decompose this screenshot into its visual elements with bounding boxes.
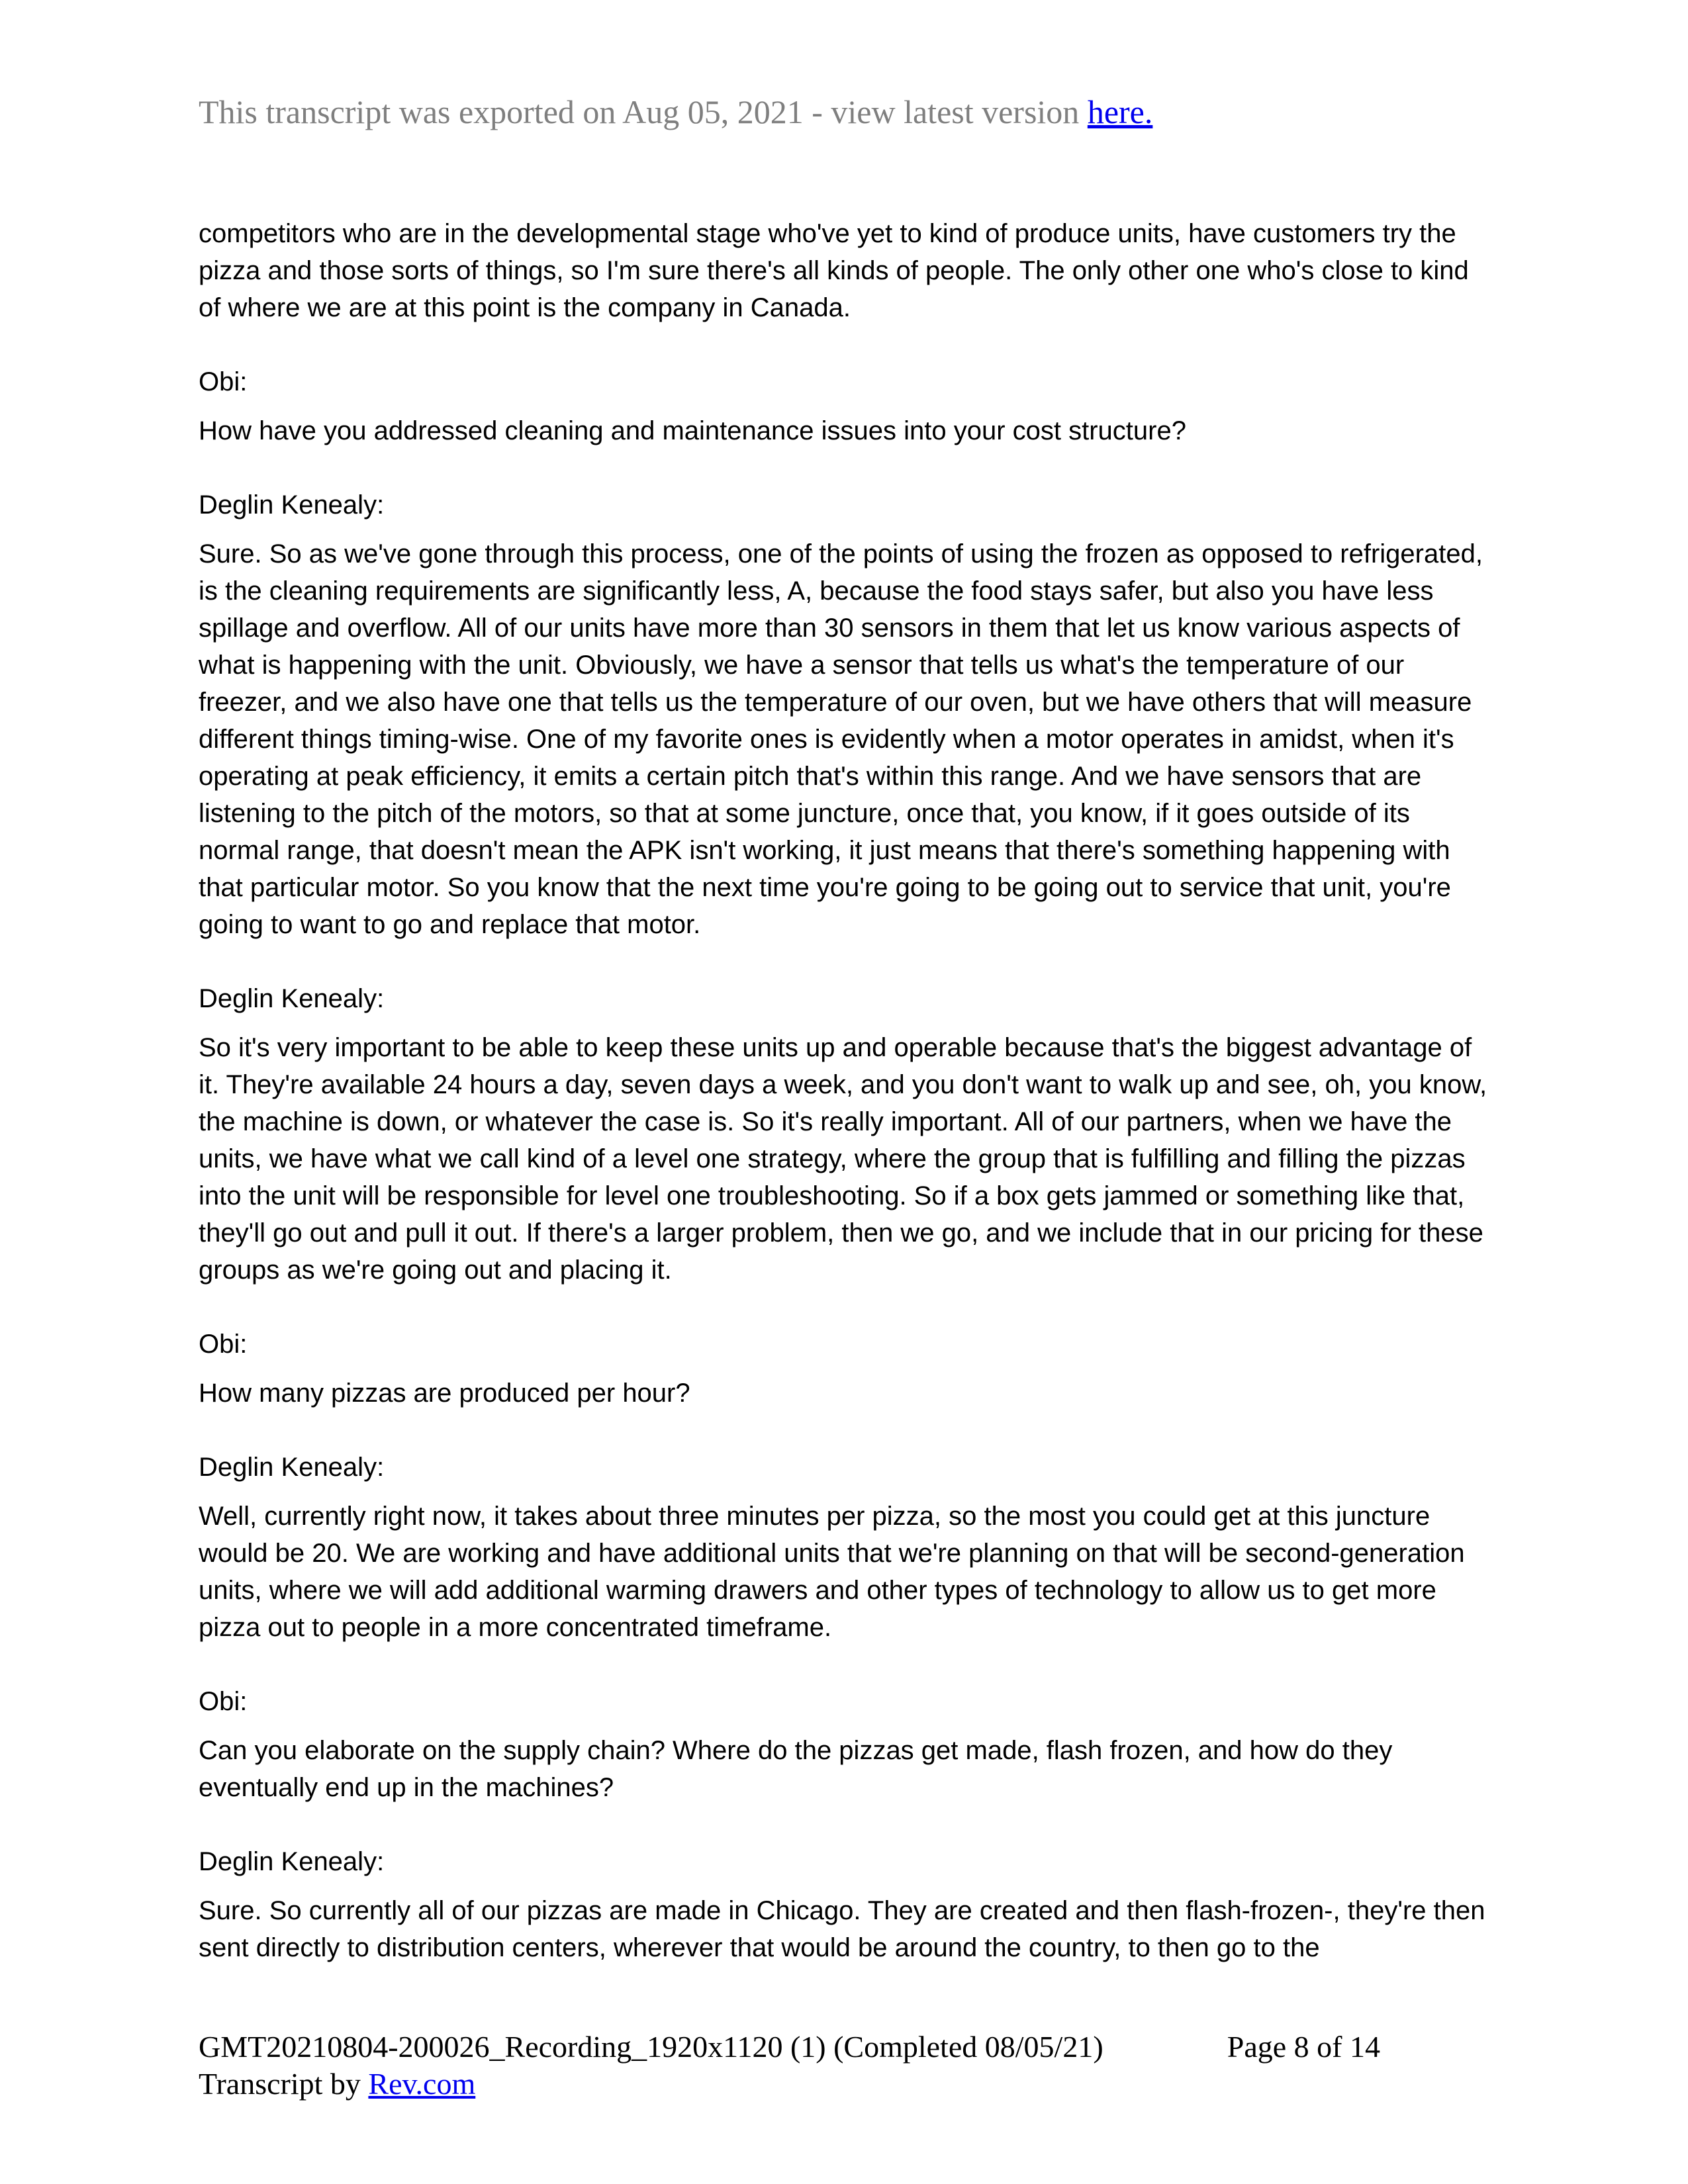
export-notice: This transcript was exported on Aug 05, 2021 - view latest version (199, 93, 1088, 130)
transcript-block (199, 486, 1496, 943)
speaker-name: Obi: (199, 1687, 248, 1716)
page-header (199, 93, 1152, 131)
page-number: Page 8 of 14 (1227, 2030, 1380, 2064)
speaker-name: Obi: (199, 1330, 248, 1359)
transcript-credit (199, 2066, 1496, 2103)
transcript-block (199, 1843, 1496, 1966)
utterance-text: So it's very important to be able to keep these units up and operable because that's the biggest advantage of it. They're available 24 hours a day, seven days a week, and you don't want to walk up and see, oh, you know, the machine is down, or whatever the case is. So it's really important. All of our partners, when we have the units, we have what we call kind of a level one strategy, where the group that is fulfilling and filling the pizzas into the unit will be responsible for level one troubleshooting. So if a box gets jammed or something like that, they'll go out and pull it out. If there's a larger problem, then we go, and we include that in our pricing for these groups as we're going out and placing it. (199, 1033, 1487, 1285)
speaker-name: Deglin Kenealy: (199, 1847, 385, 1876)
speaker-name: Deglin Kenealy: (199, 1453, 385, 1482)
footer-row (199, 2028, 1496, 2066)
page-footer (199, 2028, 1496, 2103)
transcript-block (199, 1449, 1496, 1646)
speaker-name: Deglin Kenealy: (199, 984, 385, 1013)
utterance-text: Sure. So as we've gone through this process, one of the points of using the frozen as opposed to refrigerated, is the cleaning requirements are significantly less, A, because the food stays safer, but also you have less spillage and overflow. All of our units have more than 30 sensors in them that let us know various aspects of what is happening with the unit. Obviously, we have a sensor that tells us what's the temperature of our freezer, and we also have one that tells us the temperature of our oven, but we have others that will measure different things timing-wise. One of my favorite ones is evidently when a motor operates in amidst, when it's operating at peak efficiency, it emits a certain pitch that's within this range. And we have sensors that are listening to the pitch of the motors, so that at some juncture, once that, you know, if it goes outside of its normal range, that doesn't mean the APK isn't working, it just means that there's something happening with that particular motor. So you know that the next time you're going to be going out to service that unit, you're going to want to go and replace that motor. (199, 539, 1483, 939)
transcript-body (199, 215, 1496, 1966)
speaker-name: Deglin Kenealy: (199, 490, 385, 520)
utterance-text: How have you addressed cleaning and maintenance issues into your cost structure? (199, 416, 1186, 445)
continuation-text: competitors who are in the developmental stage who've yet to kind of produce units, have customers try the pizza and those sorts of things, so I'm sure there's all kinds of people. The only other one who's close to kind of where we are at this point is the company in Canada. (199, 219, 1469, 322)
utterance-text: How many pizzas are produced per hour? (199, 1379, 690, 1408)
latest-version-link[interactable]: here. (1087, 93, 1153, 130)
utterance-text: Sure. So currently all of our pizzas are made in Chicago. They are created and then flash-frozen-, they're then sent directly to distribution centers, wherever that would be around the country, to then go to the (199, 1896, 1485, 1962)
transcript-block (199, 363, 1496, 449)
transcript-block (199, 980, 1496, 1289)
recording-title: GMT20210804-200026_Recording_1920x1120 (1) (Completed 08/05/21) (199, 2030, 1103, 2064)
transcript-block (199, 1326, 1496, 1412)
transcript-block (199, 1683, 1496, 1806)
speaker-name: Obi: (199, 367, 248, 396)
credit-prefix: Transcript by (199, 2067, 369, 2101)
rev-link[interactable]: Rev.com (368, 2067, 476, 2101)
utterance-text: Can you elaborate on the supply chain? Where do the pizzas get made, flash frozen, and how do they eventually end up in the machines? (199, 1736, 1393, 1802)
utterance-text: Well, currently right now, it takes about three minutes per pizza, so the most you could get at this juncture would be 20. We are working and have additional units that we're planning on that will be second-generation units, where we will add additional warming drawers and other types of technology to allow us to get more pizza out to people in a more concentrated timeframe. (199, 1502, 1465, 1642)
